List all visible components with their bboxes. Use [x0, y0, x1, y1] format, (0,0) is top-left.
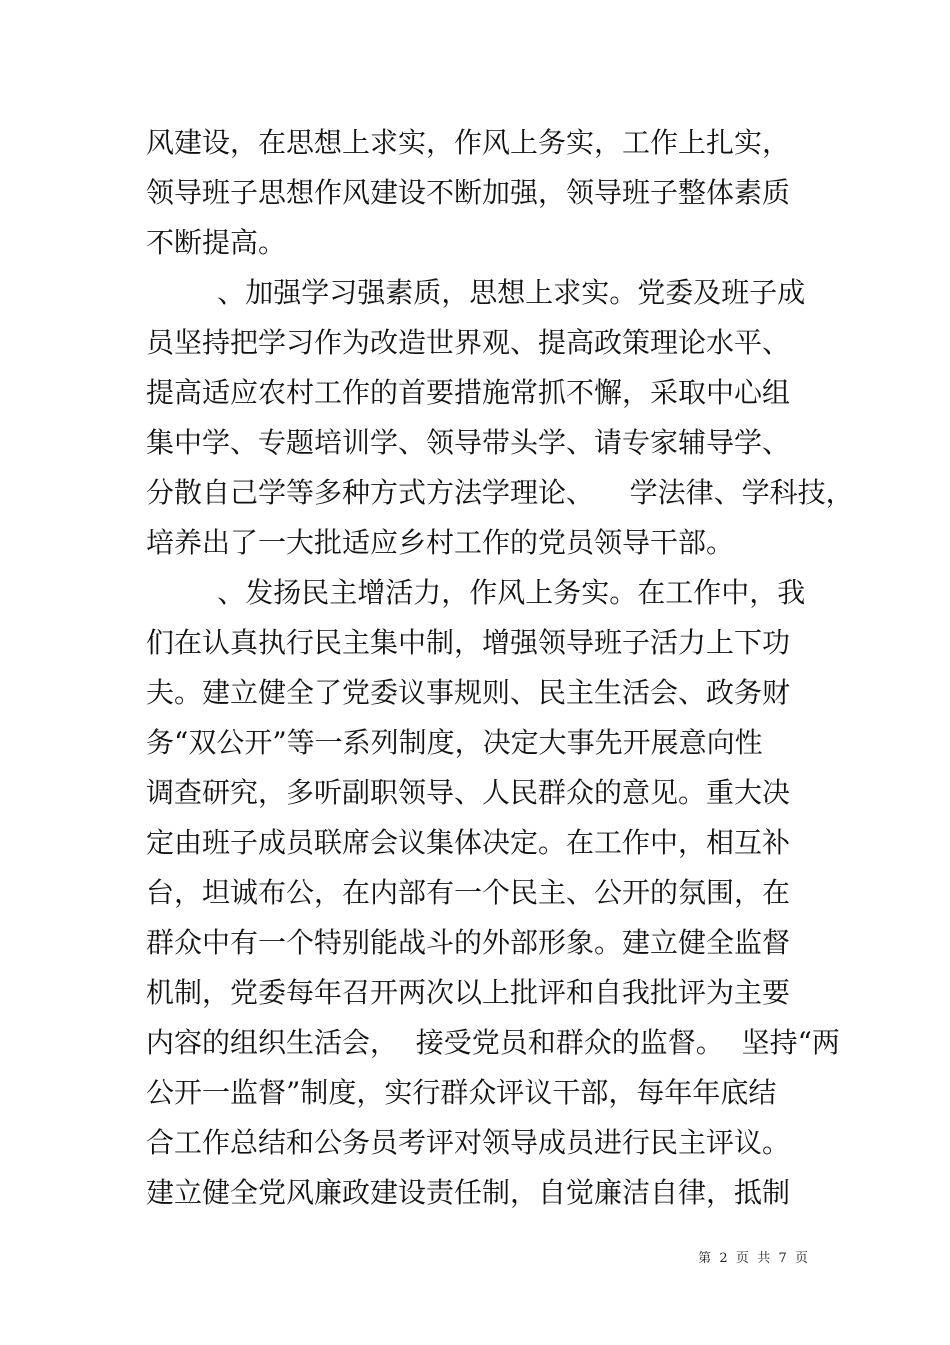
text-line: 集中学、专题培训学、领导带头学、请专家辅导学、 — [146, 426, 791, 459]
text-line: 群众中有一个特别能战斗的外部形象。建立健全监督 — [146, 926, 791, 959]
text-line: 员坚持把学习作为改造世界观、提高政策理论水平、 — [146, 326, 791, 359]
text-line: 风建设，在思想上求实，作风上务实，工作上扎实， — [146, 126, 791, 159]
text-line: 领导班子思想作风建设不断加强，领导班子整体素质 — [146, 176, 791, 209]
text-line: 提高适应农村工作的首要措施常抓不懈，采取中心组 — [146, 376, 791, 409]
text-line: 、发扬民主增活力，作风上务实。在工作中，我 — [146, 576, 806, 609]
text-line: 夫。建立健全了党委议事规则、民主生活会、政务财 — [146, 676, 791, 709]
body-text — [146, 118, 854, 1218]
text-line: 公开一监督”制度，实行群众评议干部，每年年底结 — [146, 1076, 777, 1109]
text-line: 不断提高。 — [146, 226, 287, 259]
text-line: 建立健全党风廉政建设责任制，自觉廉洁自律，抵制 — [146, 1176, 791, 1209]
text-line: 分散自己学等多种方式方法学理论、 学法律、学科技， — [146, 476, 854, 509]
text-line: 调查研究，多听副职领导、人民群众的意见。重大决 — [146, 776, 791, 809]
text-line: 、加强学习强素质，思想上求实。党委及班子成 — [146, 276, 806, 309]
text-line: 合工作总结和公务员考评对领导成员进行民主评议。 — [146, 1126, 791, 1159]
text-line: 们在认真执行民主集中制，增强领导班子活力上下功 — [146, 626, 791, 659]
text-line: 定由班子成员联席会议集体决定。在工作中，相互补 — [146, 826, 791, 859]
text-line: 培养出了一大批适应乡村工作的党员领导干部。 — [146, 526, 735, 559]
text-line: 内容的组织生活会， 接受党员和群众的监督。 坚持“两 — [146, 1026, 840, 1059]
text-line: 机制，党委每年召开两次以上批评和自我批评为主要 — [146, 976, 791, 1009]
text-line: 务“双公开”等一系列制度，决定大事先开展意向性 — [146, 726, 763, 759]
text-line: 台，坦诚布公，在内部有一个民主、公开的氛围，在 — [146, 876, 791, 909]
page-number-footer: 第 2 页 共 7 页 — [698, 1251, 808, 1266]
